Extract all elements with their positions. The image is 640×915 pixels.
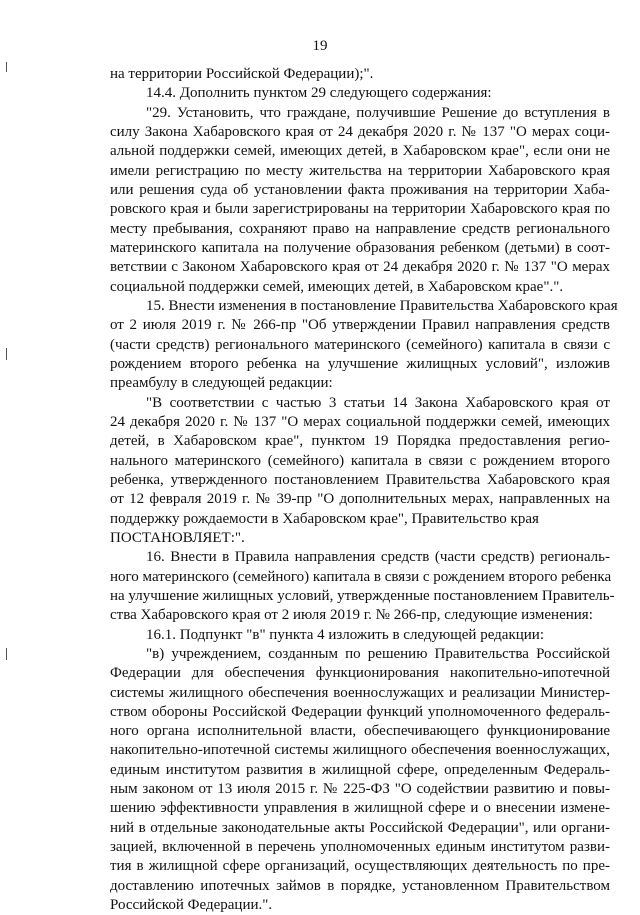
text-line: доставлению ипотечных займов в порядке, установленном Правительством <box>110 877 610 894</box>
text-line: единым институтом развития в жилищной сфере, определенным Федераль- <box>110 761 610 778</box>
page-number: 19 <box>312 38 328 54</box>
text-line: месту пребывания, сохраняют право на направление средств регионального <box>110 220 610 237</box>
text-line: нального материнского (семейного) капитала в связи с рождением второго <box>110 452 610 469</box>
text-line: ПОСТАНОВЛЯЕТ:". <box>110 529 245 546</box>
text-line: Российской Федерации.". <box>110 897 273 914</box>
scan-margin-mark <box>6 348 7 360</box>
text-line: шению эффективности управления в жилищной сфере и о внесении измене- <box>110 800 610 817</box>
text-line: ровского края и были зарегистрированы на территории Хабаровского края по <box>110 201 610 218</box>
text-line: зацией, включенной в перечень уполномоченных единым институтом разви- <box>110 839 610 856</box>
scan-margin-mark <box>6 62 7 72</box>
text-line: "29. Установить, что граждане, получившие Решение до вступления в <box>146 104 610 121</box>
text-line: ством обороны Российской Федерации функций уполномоченного федераль- <box>110 703 610 720</box>
text-line: 16.1. Подпункт "в" пункта 4 изложить в следующей редакции: <box>146 626 544 643</box>
text-line: (части средств) регионального материнского (семейного) капитала в связи с <box>110 336 610 353</box>
text-line: силу Закона Хабаровского края от 24 декабря 2020 г. № 137 "О мерах соци- <box>110 123 610 140</box>
text-line: материнского капитала на получение образования ребенком (детьми) в соот- <box>110 239 610 256</box>
text-line: детей, в Хабаровском крае", пунктом 19 Порядка предоставления регио- <box>110 433 610 450</box>
text-line: ветствии с Законом Хабаровского края от 24 декабря 2020 г. № 137 "О мерах <box>110 259 610 276</box>
text-line: социальной поддержки семей, имеющих детей, в Хабаровском крае".". <box>110 278 564 295</box>
text-line: накопительно-ипотечной системы жилищного обеспечения военнослужащих, <box>110 742 610 759</box>
text-line: "В соответствии с частью 3 статьи 14 Закона Хабаровского края от <box>146 394 610 411</box>
text-line: от 12 февраля 2019 г. № 39-пр "О дополнительных мерах, направленных на <box>110 491 610 508</box>
text-line: или решения суда об установлении факта проживания на территории Хаба- <box>110 181 610 198</box>
text-line: "в) учреждением, созданным по решению Правительства Российской <box>146 645 610 662</box>
text-line: ребенка, утвержденного постановлением Правительства Хабаровского края <box>110 471 610 488</box>
text-line: на улучшение жилищных условий, утвержденные постановлением Правитель- <box>110 587 615 604</box>
text-line: ний в отдельные законодательные акты Российской Федерации", или органи- <box>110 819 610 836</box>
text-line: ства Хабаровского края от 2 июля 2019 г. № 266-пр, следующие изменения: <box>110 607 593 624</box>
text-line: альной поддержки семей, имеющих детей, в Хабаровском крае", если они не <box>110 143 610 160</box>
text-line: 24 декабря 2020 г. № 137 "О мерах социальной поддержки семей, имеющих <box>110 413 610 430</box>
text-line: ным законом от 13 июля 2015 г. № 225-ФЗ "О содействии развитию и повы- <box>110 781 610 798</box>
text-line: 14.4. Дополнить пунктом 29 следующего содержания: <box>146 85 492 102</box>
scan-margin-mark <box>6 648 7 660</box>
text-line: имели регистрацию по месту жительства на территории Хабаровского края <box>110 162 610 179</box>
text-line: поддержку рождаемости в Хабаровском крае", Правительство края <box>110 510 539 527</box>
document-body <box>110 65 618 915</box>
text-line: 16. Внести в Правила направления средств (части средств) региональ- <box>146 549 610 566</box>
text-line: преамбулу в следующей редакции: <box>110 375 333 392</box>
text-line: системы жилищного обеспечения военнослужащих и реализации Министер- <box>110 684 610 701</box>
text-line: 15. Внести изменения в постановление Правительства Хабаровского края <box>146 297 618 314</box>
text-line: на территории Российской Федерации);". <box>110 66 374 82</box>
text-line: Федерации для обеспечения функционирования накопительно-ипотечной <box>110 665 610 682</box>
text-line: от 2 июля 2019 г. № 266-пр "Об утверждении Правил направления средств <box>110 317 610 334</box>
text-line: тия в жилищной сфере организаций, осуществляющих деятельность по пре- <box>110 858 610 875</box>
text-line: ного материнского (семейного) капитала в связи с рождением второго ребенка <box>110 568 612 585</box>
text-line: рождением второго ребенка на улучшение жилищных условий", изложив <box>110 355 610 372</box>
text-line: ного органа исполнительной власти, обеспечивающего функционирование <box>110 723 610 740</box>
